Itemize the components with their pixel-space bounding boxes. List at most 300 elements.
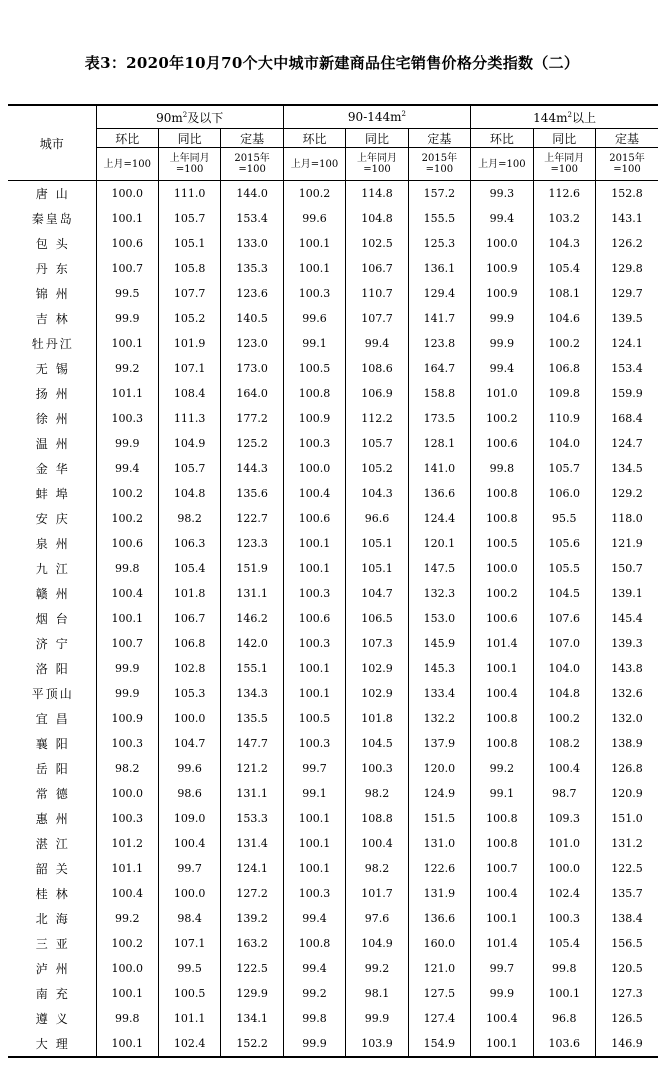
index-value-cell: 100.4 (96, 881, 158, 906)
index-value-cell: 104.0 (533, 431, 595, 456)
city-name-cell: 包头 (8, 231, 96, 256)
index-value-cell: 100.0 (158, 881, 220, 906)
city-name-cell: 常德 (8, 781, 96, 806)
index-value-cell: 109.8 (533, 381, 595, 406)
table-row (8, 581, 658, 606)
table-row (8, 781, 658, 806)
index-value-cell: 105.4 (158, 556, 220, 581)
index-value-cell: 173.5 (408, 406, 470, 431)
base-header-prev-month: 上月=100 (471, 148, 533, 181)
index-value-cell: 107.0 (533, 631, 595, 656)
index-value-cell: 109.3 (533, 806, 595, 831)
index-value-cell: 127.2 (221, 881, 283, 906)
index-value-cell: 123.0 (221, 331, 283, 356)
base-header-2015: 2015年=100 (596, 148, 659, 181)
index-value-cell: 134.1 (221, 1006, 283, 1031)
index-value-cell: 102.8 (158, 656, 220, 681)
index-value-cell: 131.1 (221, 781, 283, 806)
index-value-cell: 100.0 (96, 781, 158, 806)
city-name-cell: 桂林 (8, 881, 96, 906)
index-value-cell: 133.4 (408, 681, 470, 706)
index-value-cell: 131.2 (611, 837, 643, 850)
index-value-cell: 100.8 (283, 931, 345, 956)
index-value-cell: 100.1 (283, 856, 345, 881)
index-value-cell: 100.1 (96, 981, 158, 1006)
index-value-cell: 141.0 (408, 456, 470, 481)
index-value-cell: 99.8 (471, 456, 533, 481)
index-value-cell: 127.3 (611, 987, 643, 1000)
index-value-cell: 99.4 (283, 906, 345, 931)
index-value-cell: 99.4 (96, 456, 158, 481)
sub-header-fixed-base: 定基 (408, 129, 470, 148)
index-value-cell: 114.8 (346, 181, 408, 207)
index-value-cell: 100.1 (471, 906, 533, 931)
index-value-cell: 138.9 (611, 737, 643, 750)
index-value-cell: 99.9 (96, 681, 158, 706)
table-row (8, 281, 658, 306)
index-value-cell: 153.3 (221, 806, 283, 831)
index-value-cell: 100.0 (96, 181, 158, 207)
index-value-cell: 155.5 (408, 206, 470, 231)
index-value-cell: 142.0 (221, 631, 283, 656)
index-value-cell: 144.0 (221, 181, 283, 207)
index-value-cell: 100.0 (158, 706, 220, 731)
index-value-cell: 99.7 (471, 956, 533, 981)
index-value-cell: 98.7 (533, 781, 595, 806)
index-value-cell: 128.1 (408, 431, 470, 456)
index-value-cell: 135.6 (221, 481, 283, 506)
index-value-cell: 129.7 (611, 287, 643, 300)
index-value-cell: 124.1 (221, 856, 283, 881)
index-value-cell: 140.5 (221, 306, 283, 331)
group-header-small: $90m^2$及以下 (96, 105, 283, 129)
index-value-cell: 99.1 (471, 781, 533, 806)
sub-header-fixed-base: 定基 (221, 129, 283, 148)
index-value-cell: 151.0 (611, 812, 643, 825)
city-name-cell: 牡丹江 (8, 331, 96, 356)
table-row (8, 531, 658, 556)
index-value-cell: 100.1 (283, 531, 345, 556)
sub-header-yoy: 同比 (533, 129, 595, 148)
index-value-cell: 99.2 (96, 906, 158, 931)
table-row (8, 356, 658, 381)
index-value-cell: 110.9 (533, 406, 595, 431)
index-value-cell: 139.3 (611, 637, 643, 650)
index-value-cell: 177.2 (221, 406, 283, 431)
index-value-cell: 146.9 (611, 1037, 643, 1050)
index-value-cell: 100.0 (471, 231, 533, 256)
index-value-cell: 121.9 (611, 537, 643, 550)
index-value-cell: 100.7 (96, 256, 158, 281)
city-name-cell: 丹东 (8, 256, 96, 281)
index-value-cell: 104.9 (158, 431, 220, 456)
index-value-cell: 100.3 (283, 581, 345, 606)
sub-header-mom: 环比 (471, 129, 533, 148)
index-value-cell: 101.8 (346, 706, 408, 731)
index-value-cell: 97.6 (346, 906, 408, 931)
index-value-cell: 132.2 (408, 706, 470, 731)
index-value-cell: 99.7 (283, 756, 345, 781)
city-name-cell: 无锡 (8, 356, 96, 381)
index-value-cell: 100.5 (158, 981, 220, 1006)
index-value-cell: 102.4 (533, 881, 595, 906)
table-row (8, 381, 658, 406)
index-value-cell: 100.9 (283, 406, 345, 431)
index-value-cell: 104.7 (158, 731, 220, 756)
index-value-cell: 104.9 (346, 931, 408, 956)
index-value-cell: 99.2 (283, 981, 345, 1006)
city-name-cell: 宜昌 (8, 706, 96, 731)
index-value-cell: 144.3 (221, 456, 283, 481)
index-value-cell: 105.4 (533, 931, 595, 956)
index-value-cell: 124.4 (408, 506, 470, 531)
index-value-cell: 164.7 (408, 356, 470, 381)
index-value-cell: 99.5 (96, 281, 158, 306)
group-header-large: $144m^2$以上 (471, 105, 658, 129)
index-value-cell: 124.9 (408, 781, 470, 806)
index-value-cell: 105.7 (533, 456, 595, 481)
city-name-cell: 蚌埠 (8, 481, 96, 506)
index-value-cell: 99.6 (283, 206, 345, 231)
city-column-header: 城市 (8, 105, 96, 181)
index-value-cell: 104.8 (346, 206, 408, 231)
index-value-cell: 156.5 (611, 937, 643, 950)
index-value-cell: 105.1 (346, 556, 408, 581)
index-value-cell: 147.5 (408, 556, 470, 581)
index-value-cell: 129.2 (611, 487, 643, 500)
index-value-cell: 96.6 (346, 506, 408, 531)
index-value-cell: 132.3 (408, 581, 470, 606)
city-name-cell: 大理 (8, 1031, 96, 1057)
index-value-cell: 120.9 (611, 787, 643, 800)
index-value-cell: 100.0 (471, 556, 533, 581)
table-row (8, 756, 658, 781)
index-value-cell: 129.4 (408, 281, 470, 306)
index-value-cell: 104.8 (533, 681, 595, 706)
index-value-cell: 100.4 (346, 831, 408, 856)
index-value-cell: 100.6 (283, 606, 345, 631)
index-value-cell: 101.4 (471, 631, 533, 656)
index-value-cell: 154.9 (408, 1031, 470, 1057)
index-value-cell: 105.7 (158, 456, 220, 481)
index-value-cell: 105.4 (533, 256, 595, 281)
index-value-cell: 105.1 (346, 531, 408, 556)
index-value-cell: 139.2 (221, 906, 283, 931)
index-value-cell: 96.8 (533, 1006, 595, 1031)
index-value-cell: 106.8 (158, 631, 220, 656)
index-value-cell: 139.5 (611, 312, 643, 325)
index-value-cell: 125.3 (408, 231, 470, 256)
index-value-cell: 99.8 (533, 956, 595, 981)
index-value-cell: 124.7 (611, 437, 643, 450)
index-value-cell: 100.8 (471, 481, 533, 506)
index-value-cell: 99.2 (96, 356, 158, 381)
index-value-cell: 100.4 (471, 681, 533, 706)
index-value-cell: 122.5 (611, 862, 643, 875)
index-value-cell: 100.1 (471, 656, 533, 681)
index-value-cell: 100.1 (283, 231, 345, 256)
index-value-cell: 100.5 (283, 356, 345, 381)
index-value-cell: 100.1 (283, 681, 345, 706)
index-value-cell: 100.2 (471, 406, 533, 431)
table-row (8, 556, 658, 581)
index-value-cell: 106.9 (346, 381, 408, 406)
index-value-cell: 105.8 (158, 256, 220, 281)
index-value-cell: 100.4 (471, 1006, 533, 1031)
index-value-cell: 99.5 (158, 956, 220, 981)
index-value-cell: 100.3 (346, 756, 408, 781)
index-value-cell: 145.4 (611, 612, 643, 625)
index-value-cell: 101.7 (346, 881, 408, 906)
city-name-cell: 惠州 (8, 806, 96, 831)
index-value-cell: 100.0 (283, 456, 345, 481)
index-value-cell: 100.2 (283, 181, 345, 207)
index-value-cell: 100.8 (471, 806, 533, 831)
index-value-cell: 129.9 (221, 981, 283, 1006)
city-name-cell: 韶关 (8, 856, 96, 881)
index-value-cell: 123.3 (221, 531, 283, 556)
table-row (8, 456, 658, 481)
index-value-cell: 100.4 (471, 881, 533, 906)
table-row (8, 406, 658, 431)
index-value-cell: 106.0 (533, 481, 595, 506)
index-value-cell: 99.9 (471, 331, 533, 356)
city-name-cell: 秦皇岛 (8, 206, 96, 231)
index-value-cell: 118.0 (611, 512, 643, 525)
sub-header-mom: 环比 (96, 129, 158, 148)
index-value-cell: 100.7 (471, 856, 533, 881)
index-value-cell: 133.0 (221, 231, 283, 256)
city-name-cell: 唐山 (8, 181, 96, 207)
index-value-cell: 131.1 (221, 581, 283, 606)
index-value-cell: 163.2 (221, 931, 283, 956)
index-value-cell: 134.5 (611, 462, 643, 475)
index-value-cell: 135.3 (221, 256, 283, 281)
index-value-cell: 122.7 (221, 506, 283, 531)
city-name-cell: 徐州 (8, 406, 96, 431)
index-value-cell: 100.1 (283, 831, 345, 856)
index-value-cell: 100.2 (533, 331, 595, 356)
city-name-cell: 岳阳 (8, 756, 96, 781)
index-value-cell: 122.6 (408, 856, 470, 881)
index-value-cell: 122.5 (221, 956, 283, 981)
page-title: 表3：2020年10月70个大中城市新建商品住宅销售价格分类指数（二） (84, 54, 580, 72)
index-value-cell: 151.9 (221, 556, 283, 581)
sub-header-yoy: 同比 (158, 129, 220, 148)
price-index-table (8, 104, 658, 1058)
index-value-cell: 100.8 (471, 706, 533, 731)
index-value-cell: 104.3 (533, 231, 595, 256)
index-value-cell: 98.1 (346, 981, 408, 1006)
index-value-cell: 99.3 (471, 181, 533, 207)
index-value-cell: 100.4 (96, 581, 158, 606)
index-value-cell: 100.3 (283, 631, 345, 656)
index-value-cell: 99.9 (471, 981, 533, 1006)
index-value-cell: 99.2 (346, 956, 408, 981)
index-value-cell: 100.4 (533, 756, 595, 781)
index-value-cell: 100.6 (283, 506, 345, 531)
index-value-cell: 101.8 (158, 581, 220, 606)
index-value-cell: 100.3 (283, 881, 345, 906)
index-value-cell: 104.8 (158, 481, 220, 506)
index-value-cell: 132.0 (611, 712, 643, 725)
table-row (8, 681, 658, 706)
index-value-cell: 100.8 (283, 381, 345, 406)
table-row (8, 906, 658, 931)
index-value-cell: 131.4 (221, 831, 283, 856)
index-value-cell: 103.9 (346, 1031, 408, 1057)
table-row (8, 956, 658, 981)
index-value-cell: 100.5 (283, 706, 345, 731)
table-row (8, 881, 658, 906)
index-value-cell: 108.2 (533, 731, 595, 756)
index-value-cell: 100.6 (96, 231, 158, 256)
table-row (8, 331, 658, 356)
table-row (8, 206, 658, 231)
table-row (8, 431, 658, 456)
index-value-cell: 101.4 (471, 931, 533, 956)
table-row (8, 1031, 658, 1057)
index-value-cell: 107.3 (346, 631, 408, 656)
table-row (8, 481, 658, 506)
city-name-cell: 遵义 (8, 1006, 96, 1031)
index-value-cell: 100.1 (96, 606, 158, 631)
index-value-cell: 127.4 (408, 1006, 470, 1031)
index-value-cell: 109.0 (158, 806, 220, 831)
index-value-cell: 108.1 (533, 281, 595, 306)
index-value-cell: 98.2 (346, 856, 408, 881)
index-value-cell: 101.9 (158, 331, 220, 356)
table-row (8, 706, 658, 731)
index-value-cell: 99.1 (283, 331, 345, 356)
index-value-cell: 98.2 (346, 781, 408, 806)
city-name-cell: 吉林 (8, 306, 96, 331)
index-value-cell: 100.6 (471, 431, 533, 456)
index-value-cell: 100.1 (471, 1031, 533, 1057)
index-value-cell: 111.0 (158, 181, 220, 207)
table-row (8, 731, 658, 756)
city-name-cell: 南充 (8, 981, 96, 1006)
index-value-cell: 100.3 (283, 731, 345, 756)
index-value-cell: 151.5 (408, 806, 470, 831)
index-value-cell: 126.2 (611, 237, 643, 250)
index-value-cell: 100.3 (533, 906, 595, 931)
index-value-cell: 106.8 (533, 356, 595, 381)
table-header (8, 105, 658, 181)
index-value-cell: 99.4 (471, 356, 533, 381)
index-value-cell: 99.4 (471, 206, 533, 231)
index-value-cell: 131.0 (408, 831, 470, 856)
index-value-cell: 108.6 (346, 356, 408, 381)
base-header-2015: 2015年=100 (221, 148, 283, 181)
index-value-cell: 99.9 (346, 1006, 408, 1031)
table-row (8, 981, 658, 1006)
index-value-cell: 99.9 (96, 306, 158, 331)
index-value-cell: 100.1 (283, 256, 345, 281)
table-row (8, 656, 658, 681)
index-value-cell: 101.2 (96, 831, 158, 856)
index-value-cell: 100.2 (96, 931, 158, 956)
index-value-cell: 100.1 (283, 656, 345, 681)
index-value-cell: 100.1 (96, 1031, 158, 1057)
index-value-cell: 100.2 (96, 506, 158, 531)
index-value-cell: 99.4 (346, 331, 408, 356)
sub-header-fixed-base: 定基 (596, 129, 659, 148)
table-row (8, 231, 658, 256)
city-name-cell: 九江 (8, 556, 96, 581)
index-value-cell: 126.5 (611, 1012, 643, 1025)
index-value-cell: 138.4 (611, 912, 643, 925)
table-row (8, 306, 658, 331)
index-value-cell: 108.4 (158, 381, 220, 406)
index-value-cell: 105.1 (158, 231, 220, 256)
index-value-cell: 120.5 (611, 962, 643, 975)
city-name-cell: 济宁 (8, 631, 96, 656)
index-value-cell: 99.6 (158, 756, 220, 781)
index-value-cell: 104.0 (533, 656, 595, 681)
index-value-cell: 146.2 (221, 606, 283, 631)
index-value-cell: 105.7 (158, 206, 220, 231)
index-value-cell: 104.5 (533, 581, 595, 606)
index-value-cell: 99.8 (96, 1006, 158, 1031)
index-value-cell: 106.5 (346, 606, 408, 631)
index-value-cell: 104.7 (346, 581, 408, 606)
index-value-cell: 99.8 (96, 556, 158, 581)
index-value-cell: 136.6 (408, 481, 470, 506)
city-name-cell: 烟台 (8, 606, 96, 631)
index-value-cell: 100.6 (471, 606, 533, 631)
index-value-cell: 107.7 (346, 306, 408, 331)
index-value-cell: 99.9 (96, 431, 158, 456)
index-value-cell: 134.3 (221, 681, 283, 706)
index-value-cell: 136.1 (408, 256, 470, 281)
index-value-cell: 150.7 (611, 562, 643, 575)
index-value-cell: 100.2 (471, 581, 533, 606)
index-value-cell: 143.1 (611, 212, 643, 225)
index-value-cell: 106.3 (158, 531, 220, 556)
index-value-cell: 112.2 (346, 406, 408, 431)
city-name-cell: 平顶山 (8, 681, 96, 706)
index-value-cell: 126.8 (611, 762, 643, 775)
index-value-cell: 102.4 (158, 1031, 220, 1057)
base-header-prev-year: 上年同月=100 (346, 148, 408, 181)
index-value-cell: 98.2 (158, 506, 220, 531)
city-name-cell: 扬州 (8, 381, 96, 406)
base-header-2015: 2015年=100 (408, 148, 470, 181)
index-value-cell: 100.3 (96, 406, 158, 431)
index-value-cell: 147.7 (221, 731, 283, 756)
sub-header-mom: 环比 (283, 129, 345, 148)
index-value-cell: 108.8 (346, 806, 408, 831)
index-value-cell: 100.3 (96, 731, 158, 756)
city-name-cell: 湛江 (8, 831, 96, 856)
sub-header-yoy: 同比 (346, 129, 408, 148)
index-value-cell: 143.8 (611, 662, 643, 675)
index-value-cell: 123.6 (221, 281, 283, 306)
table-row (8, 856, 658, 881)
table-row (8, 1006, 658, 1031)
index-value-cell: 98.4 (158, 906, 220, 931)
index-value-cell: 107.1 (158, 356, 220, 381)
index-value-cell: 121.2 (221, 756, 283, 781)
city-name-cell: 襄阳 (8, 731, 96, 756)
index-value-cell: 153.4 (611, 362, 643, 375)
index-value-cell: 100.4 (158, 831, 220, 856)
index-value-cell: 100.9 (96, 706, 158, 731)
index-value-cell: 132.6 (611, 687, 643, 700)
index-value-cell: 103.2 (533, 206, 595, 231)
index-value-cell: 100.9 (471, 256, 533, 281)
